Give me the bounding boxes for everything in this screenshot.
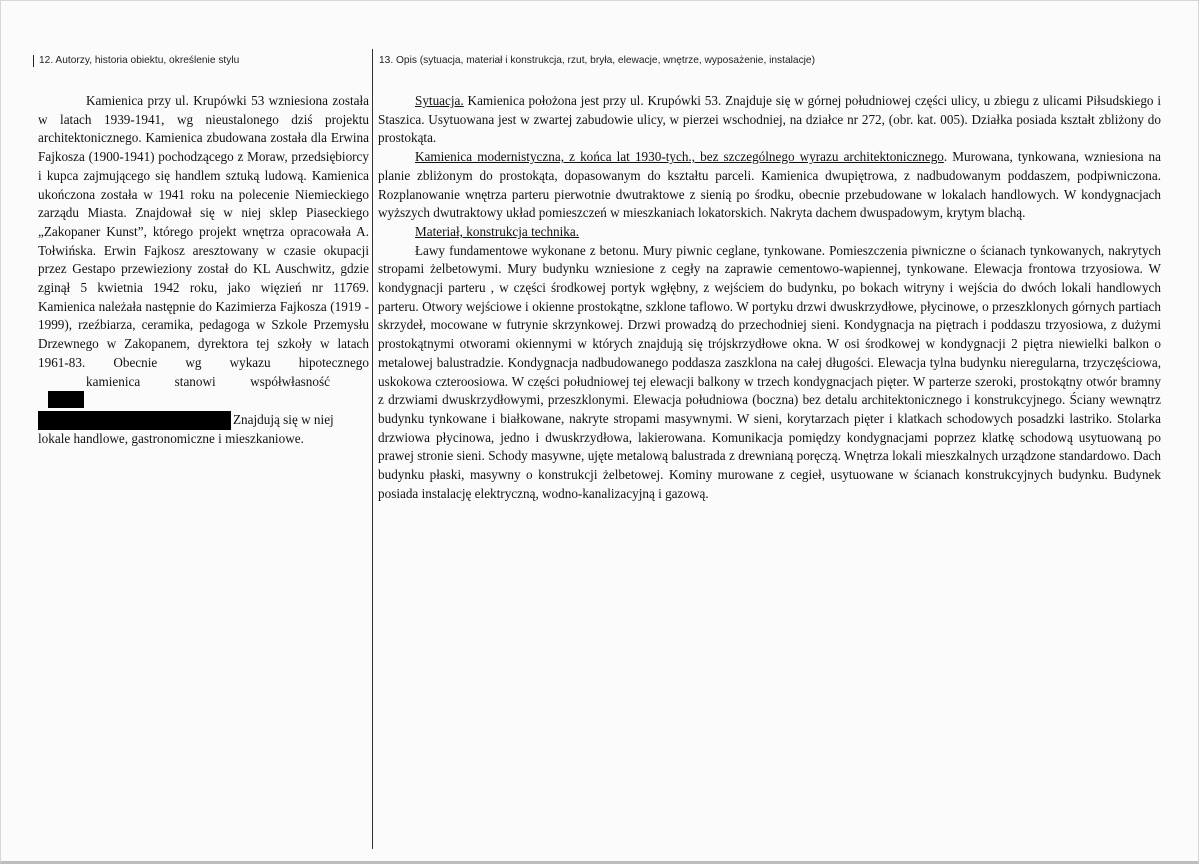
situation-text: Kamienica położona jest przy ul. Krupówki 53. Znajduje się w górnej południowej części ulicy, u zbiegu z ulicami Piłsudskiego i Staszica. Usytuowana jest w zwartej zabudowie ulicy, w pierzei wschodniej, na działce nr 272, (obr. kat. 005). Działka posiada kształt zbliżony do prostokąta. [378,93,1161,146]
style-paragraph [378,148,1161,223]
situation-label: Sytuacja. [415,93,464,108]
material-heading [378,223,1161,242]
section-13-heading: 13. Opis (sytuacja, materiał i konstrukcja, rzut, bryła, elewacje, wnętrze, wyposażenie, instalacje) [379,55,815,66]
redaction-block [48,391,84,408]
history-column [38,92,369,449]
situation-paragraph [378,92,1161,148]
ownership-text: kamienica stanowi współwłasność [86,373,330,389]
style-label: Kamienica modernistyczna, z końca lat 1930-tych., bez szczególnego wyrazu architektonicznego [415,149,944,165]
material-label: Materiał, konstrukcja technika. [415,223,580,239]
section-12-heading: 12. Autorzy, historia obiektu, określenie stylu [33,55,239,67]
history-text: Kamienica przy ul. Krupówki 53 wzniesiona została w latach 1939-1941, wg nieustalonego dziś projektu architektonicznego. Kamienica zbudowana została dla Erwina Fajkosza (1900-1941) pochodzącego z Moraw, przedsiębiorcy i kupca zajmującego się handlem sztuką ludową. Kamienica ukończona została w 1941 roku na polecenie Niemieckiego zarządu Miasta. Znajdował się w niej sklep Piaseckiego „Zakopaner Kunst”, którego projekt wnętrza opracowała A. Tołwińska. Erwin Fajkosz aresztowany w czasie okupacji przez Gestapo przewieziony został do KL Auschwitz, gdzie zginął 5 kwietnia 1942 roku, jako więzień nr 11769. Kamienica należała następnie do Kazimierza Fajkosza (1919 - 1999), rzeźbiarza, ceramika, pedagoga w Szkole Przemysłu Drzewnego w Zakopanem, dyrektora tej szkoły w latach 1961-83. Obecnie wg wykazu hipotecznego [38,93,369,370]
history-paragraph [38,92,369,411]
style-text: . Murowana, tynkowana, wzniesiona na planie zbliżonym do prostokąta, dopasowanym do kształtu parceli. Kamienica dwupiętrowa, z nadbudowanym poddaszem, podpiwniczona. Rozplanowanie wnętrza parteru pierwotnie dwutraktowe z sienią po środku, obecnie przebudowane w lokalach handlowych. W kondygnacjach wyższych dwutraktowy układ pomieszczeń w mieszkaniach lokatorskich. Nakryta dachem dwuspadowym, krytym blachą. [378,149,1161,221]
closing-line: lokale handlowe, gastronomiczne i mieszkaniowe. [38,430,304,446]
material-paragraph: Ławy fundamentowe wykonane z betonu. Mury piwnic ceglane, tynkowane. Pomieszczenia piwniczne o ścianach tynkowanych, nakrytych stropami żelbetowymi. Mury budynku wzniesione z cegły na zaprawie cementowo-wapiennej, tynkowane. Elewacja frontowa trzyosiowa. W kondygnacji parteru , w części środkowej portyk wgłębny, z wejściem do budynku, po bokach witryny i wejścia do dwóch lokali handlowych parteru. Otwory wejściowe i okienne prostokątne, szklone taflowo. W portyku drzwi dwuskrzydłowe, płycinowe, o przeszklonych górnych partiach skrzydeł, mocowane w futrynie skrzynkowej. Drzwi prowadzą do przechodniej sieni. Kondygnacja na piętrach i poddaszu trzyosiowa, z dużymi prostokątnymi otworami okiennymi w których znajdują się trójskrzydłowe okna. W osi środkowej w kondygnacji 2 piętra niewielki balkon o metalowej balustradzie. Kondygnacja nadbudowanego poddasza zaszklona na całej długości. Elewacja tylna budynku nieregularna, trzyczęściowa, uskokowa czteroosiowa. W części południowej tej elewacji balkony w trzech kondygnacjach pięter. W parterze szeroki, prostokątny otwór bramny z drzwiami dwuskrzydłowymi, przeszklonymi. Elewacja południowa (boczna) bez detalu architektonicznego i konstrukcyjnego. Ściany wewnątrz budynku tynkowane i białkowane, nakryte stropami masywnymi. W sieni, korytarzach pięter i klatkach schodowych posadzki lastriko. Stolarka drzwiowa płycinowa, jedno i dwuskrzydłowa, lakierowana. Komunikacja pomiędzy kondygnacjami poprzez klatkę schodową usytuowaną po prawej stronie sieni. Schody masywne, ujęte metalową balustrada z drewnianą poręczą. Wnętrza lokali mieszkalnych urządzone standardowo. Dach budynku płaski, masywny o konstrukcji żelbetowej. Kominy murowane z cegieł, usytuowane w ścianach konstrukcyjnych budynku. Budynek posiada instalację elektryczną, wodno-kanalizacyjną i gazową. [378,242,1161,501]
redaction-block [38,411,231,430]
after-redaction-text: Znajdują się w niej [233,411,334,427]
redacted-line [38,411,369,430]
column-divider [372,49,373,849]
description-column [378,92,1161,503]
ownership-line [38,373,330,392]
